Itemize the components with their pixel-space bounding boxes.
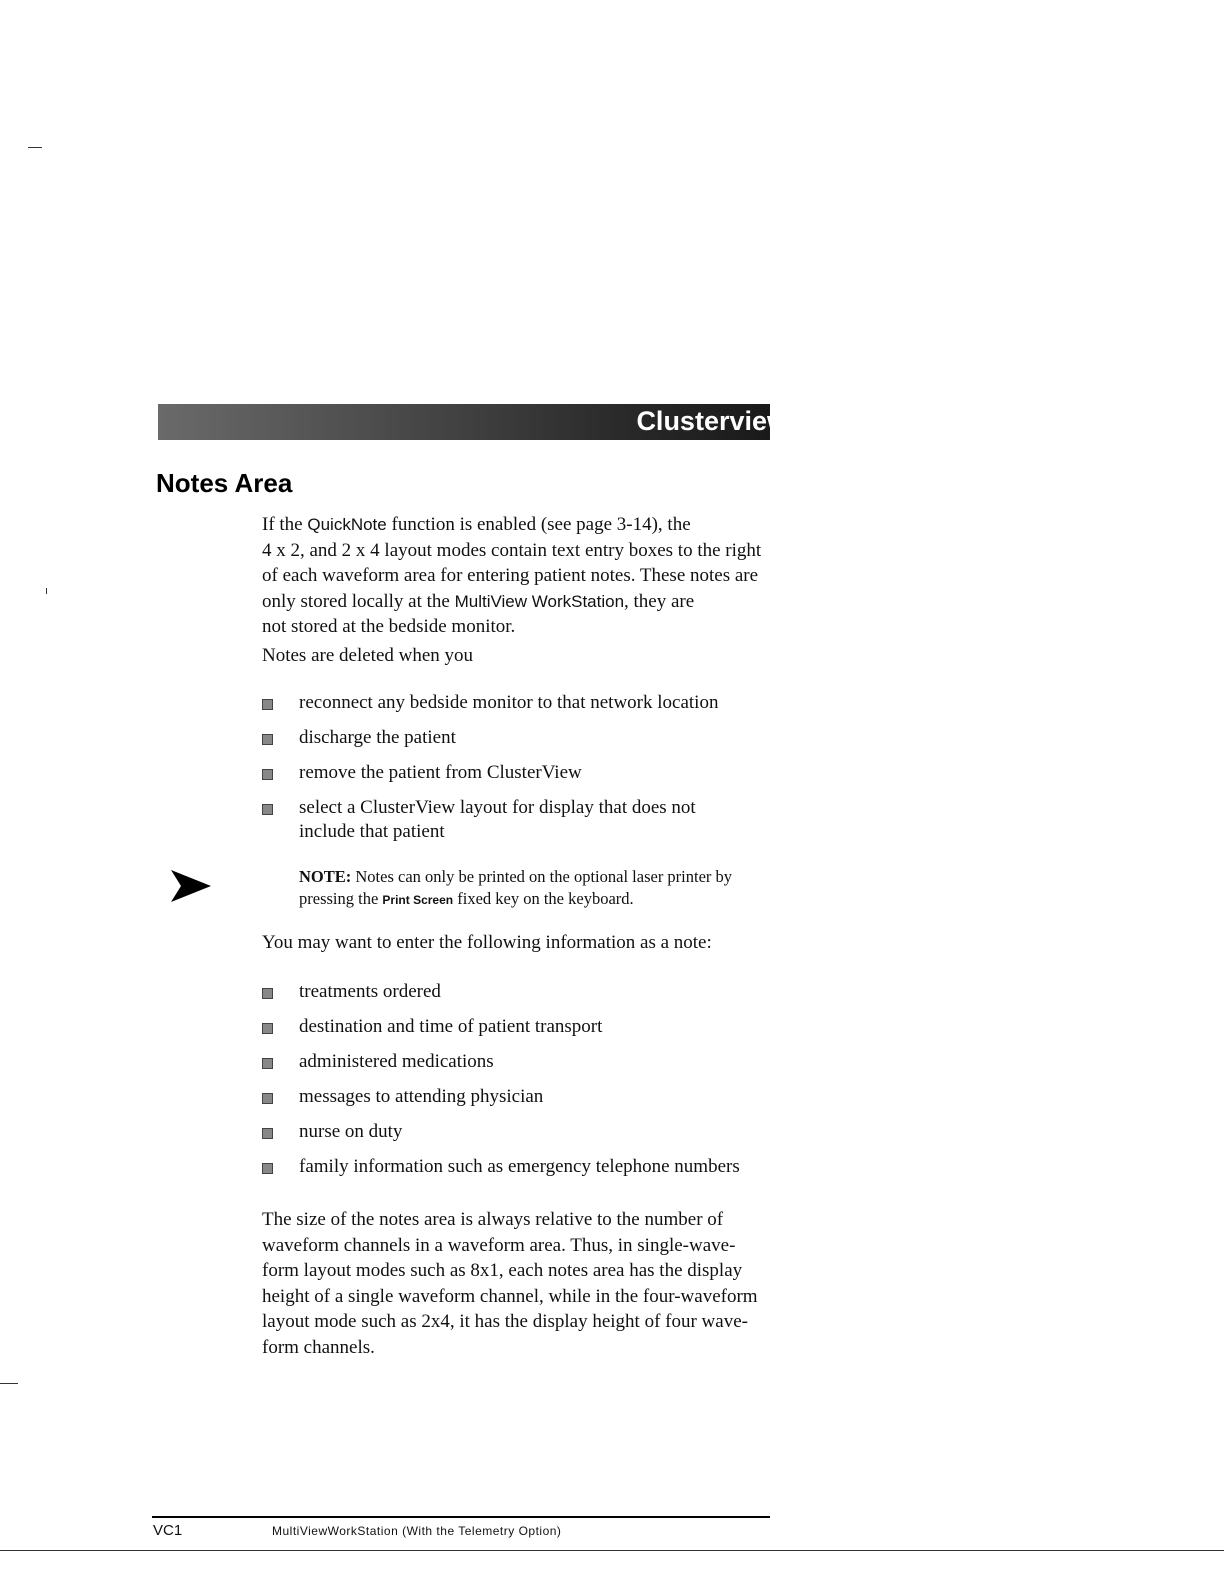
intro-text: of each waveform area for entering patient notes. These notes are	[262, 565, 759, 586]
bullet-icon	[262, 1163, 273, 1174]
intro-term-multiview: MultiView WorkStation	[454, 591, 625, 611]
bullet-icon	[262, 769, 273, 780]
info-list	[262, 980, 740, 1179]
bullet-icon	[262, 988, 273, 999]
arrow-icon	[171, 870, 211, 902]
info-intro: You may want to enter the following information as a note:	[262, 932, 712, 953]
list-item: messages to attending physician	[262, 1085, 740, 1109]
list-item: destination and time of patient transport	[262, 1015, 740, 1039]
note-text: pressing the	[299, 889, 379, 908]
size-paragraph: The size of the notes area is always relative to the number of waveform channels in a waveform area. Thus, in single-wave- form layout modes such as 8x1, each notes area has the display height of a single waveform channel, while in the four-waveform layout mode such as 2x4, it has the display height of four wave- form channels.	[262, 1209, 758, 1358]
scan-mark	[0, 1383, 18, 1384]
bullet-icon	[262, 1058, 273, 1069]
banner-title: Clusterview	[636, 406, 788, 436]
note-text: Notes can only be printed on the optional laser printer by	[355, 867, 733, 886]
list-item: administered medications	[262, 1050, 740, 1074]
bullet-icon	[262, 734, 273, 745]
intro-text: 4 x 2, and 2 x 4 layout modes contain text entry boxes to the right	[262, 539, 762, 561]
intro-text: only stored locally at the	[262, 590, 455, 612]
list-item: remove the patient from ClusterView	[262, 761, 718, 785]
bullet-icon	[262, 804, 273, 815]
note-text: fixed key on the keyboard.	[457, 889, 634, 908]
bullet-icon	[262, 1128, 273, 1139]
intro-term-quicknote: QuickNote	[307, 515, 387, 534]
bullet-icon	[262, 699, 273, 710]
intro-paragraph	[262, 512, 761, 640]
note-block	[299, 866, 732, 911]
list-item: reconnect any bedside monitor to that network location	[262, 691, 718, 715]
footer-title: MultiViewWorkStation (With the Telemetry Option)	[272, 1524, 562, 1538]
scan-mark	[28, 147, 42, 148]
intro-text: , they are	[624, 590, 695, 612]
list-item: discharge the patient	[262, 726, 718, 750]
bullet-icon	[262, 1093, 273, 1104]
section-title: Notes Area	[156, 468, 293, 498]
list-item: nurse on duty	[262, 1120, 740, 1144]
list-item: family information such as emergency telephone numbers	[262, 1155, 740, 1179]
bullet-icon	[262, 1023, 273, 1034]
intro-text: If the	[262, 514, 308, 535]
chapter-banner	[158, 404, 788, 440]
note-label: NOTE:	[299, 867, 352, 886]
deleted-intro: Notes are deleted when you	[262, 645, 474, 666]
footer-page-code: VC1	[153, 1522, 183, 1539]
delete-list	[262, 691, 718, 844]
intro-text: not stored at the bedside monitor.	[262, 616, 516, 637]
footer-rule	[152, 1516, 770, 1518]
list-item: treatments ordered	[262, 980, 740, 1004]
print-screen-key-label: Print Screen	[382, 893, 454, 907]
scan-edge	[0, 1550, 1224, 1551]
intro-text: function is enabled (see page 3-14), the	[386, 514, 691, 535]
list-item: select a ClusterView layout for display that does not include that patient	[262, 796, 718, 844]
scan-mark	[46, 588, 47, 594]
